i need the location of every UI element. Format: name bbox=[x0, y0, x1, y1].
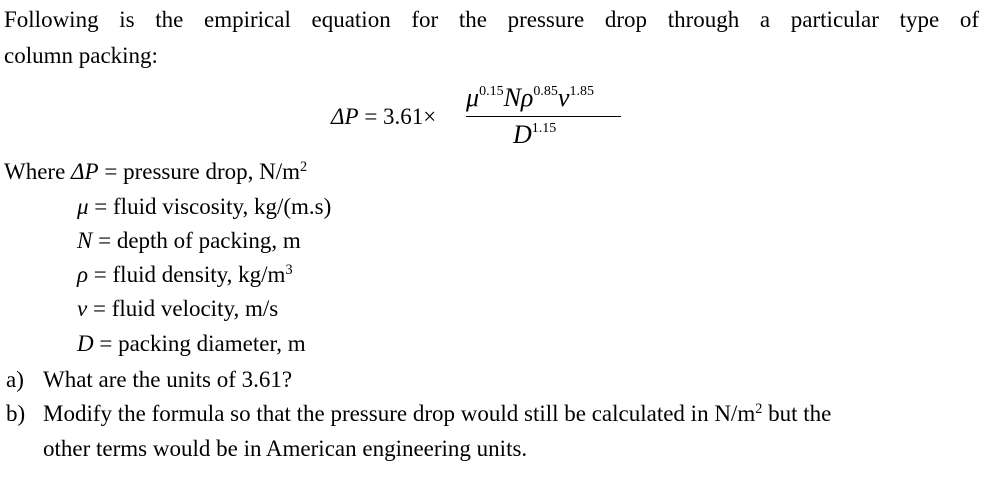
eq-rho: ρ bbox=[520, 83, 534, 112]
def-sup-rho: 3 bbox=[285, 262, 293, 279]
question-b-sup: 2 bbox=[755, 401, 763, 418]
definition-rho bbox=[77, 263, 293, 286]
def-symbol-d: D bbox=[77, 331, 94, 356]
definition-mu bbox=[77, 195, 331, 218]
definition-v bbox=[77, 297, 278, 320]
intro-line-2: column packing: bbox=[4, 43, 158, 68]
equation-denominator bbox=[513, 122, 556, 148]
question-a-text: What are the units of 3.61? bbox=[43, 367, 293, 392]
def-text-n: = depth of packing, m bbox=[92, 228, 301, 253]
def-text-delta-p: = pressure drop, N/m bbox=[98, 159, 301, 184]
equation-numerator bbox=[466, 85, 594, 111]
definition-delta-p bbox=[4, 160, 307, 183]
equation-lhs bbox=[331, 105, 436, 128]
intro-line-1: Following is the empirical equation for the pressure drop through a particular type of bbox=[4, 7, 979, 32]
def-symbol-n: N bbox=[77, 228, 93, 253]
where-word: Where bbox=[4, 159, 72, 184]
eq-constant: = 3.61× bbox=[358, 104, 437, 129]
definition-n bbox=[77, 229, 301, 252]
def-text-rho: = fluid density, kg/m bbox=[88, 262, 286, 287]
eq-v: v bbox=[557, 83, 570, 112]
def-symbol-delta-p: ΔP bbox=[71, 159, 99, 184]
eq-delta-p: ΔP bbox=[331, 104, 359, 129]
eq-d: D bbox=[513, 120, 532, 149]
eq-d-exponent: 1.15 bbox=[531, 121, 557, 136]
eq-mu: μ bbox=[466, 83, 480, 112]
fraction-bar bbox=[466, 116, 621, 117]
question-b-label: b) bbox=[6, 401, 26, 426]
question-b-continuation: other terms would be in American engineering units. bbox=[43, 436, 528, 461]
question-b-text-post: but the bbox=[762, 401, 832, 426]
def-symbol-rho: ρ bbox=[77, 262, 89, 287]
definition-d bbox=[77, 332, 306, 355]
eq-mu-exponent: 0.15 bbox=[479, 84, 504, 99]
eq-rho-exponent: 0.85 bbox=[533, 84, 558, 99]
eq-v-exponent: 1.85 bbox=[569, 84, 594, 99]
def-text-mu: = fluid viscosity, kg/(m.s) bbox=[88, 194, 332, 219]
def-symbol-mu: μ bbox=[77, 194, 89, 219]
def-sup-delta-p: 2 bbox=[300, 159, 308, 176]
question-b-text-pre: Modify the formula so that the pressure drop would still be calculated in N/m bbox=[43, 401, 756, 426]
eq-n: N bbox=[503, 83, 521, 112]
question-a-label: a) bbox=[6, 367, 24, 392]
def-text-v: = fluid velocity, m/s bbox=[87, 296, 279, 321]
question-b-text bbox=[43, 402, 831, 425]
def-text-d: = packing diameter, m bbox=[93, 331, 306, 356]
def-symbol-v: v bbox=[77, 296, 88, 321]
